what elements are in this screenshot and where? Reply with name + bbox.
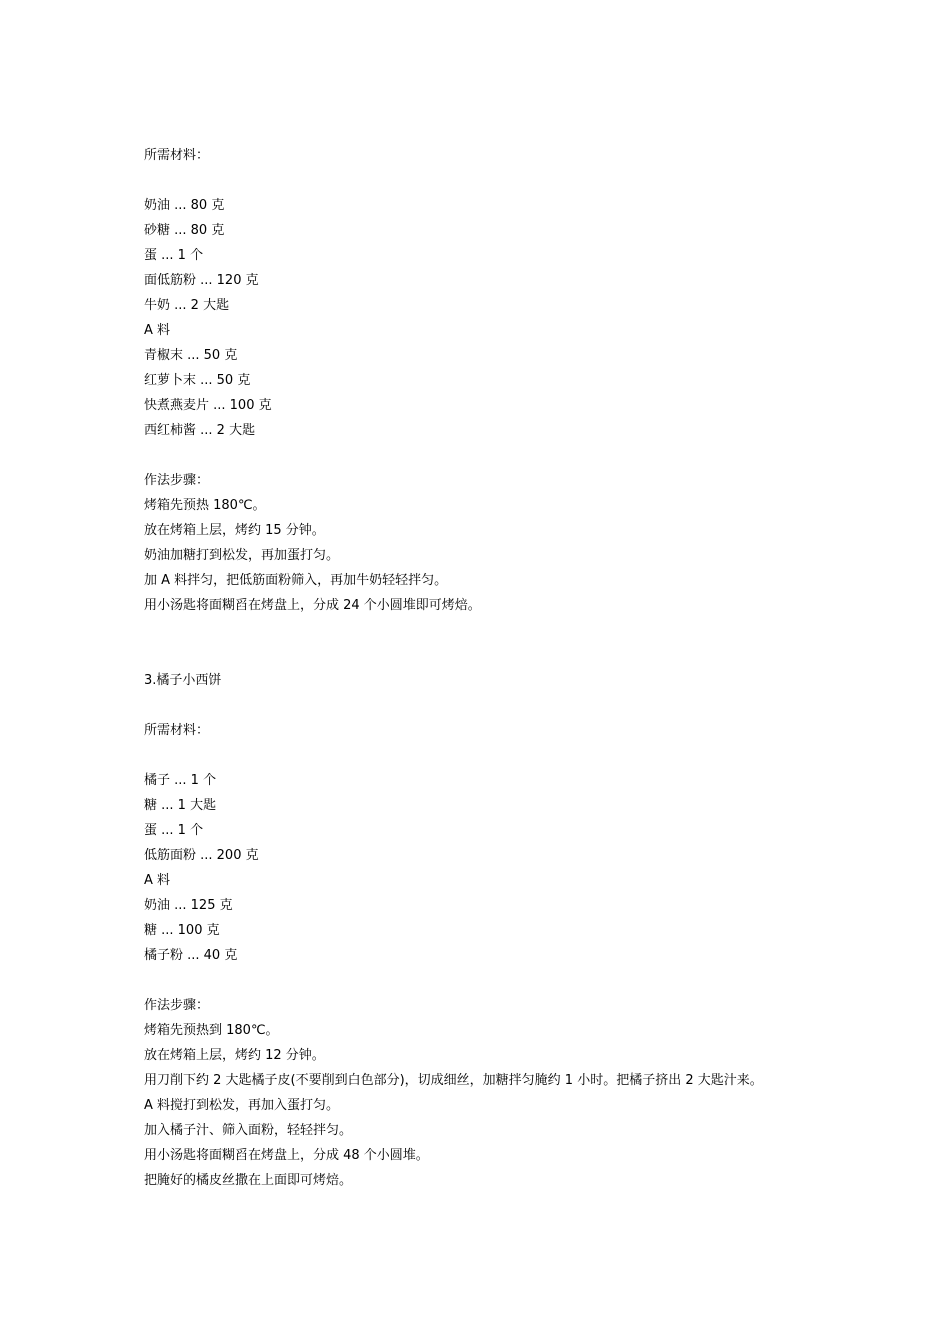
step-item: A 料搅打到松发，再加入蛋打匀。 xyxy=(144,1098,340,1113)
ingredient-item: 面低筋粉 ... 120 克 xyxy=(144,273,259,288)
step-item: 用小汤匙将面糊舀在烤盘上，分成 24 个小圆堆即可烤焙。 xyxy=(144,598,481,613)
blank-line xyxy=(144,693,864,718)
ingredient-item: 青椒末 ... 50 克 xyxy=(144,348,238,363)
ingredients-heading: 所需材料： xyxy=(144,148,210,163)
ingredient-item: 橘子 ... 1 个 xyxy=(144,773,217,788)
steps-heading: 作法步骤： xyxy=(144,473,210,488)
step-item: 把腌好的橘皮丝撒在上面即可烤焙。 xyxy=(144,1173,353,1188)
ingredient-item: 蛋 ... 1 个 xyxy=(144,248,204,263)
ingredient-item: 糖 ... 1 大匙 xyxy=(144,798,217,813)
blank-line xyxy=(144,618,864,668)
step-item: 加入橘子汁、筛入面粉，轻轻拌匀。 xyxy=(144,1123,353,1138)
ingredients-heading: 所需材料： xyxy=(144,723,210,738)
ingredient-item: 奶油 ... 125 克 xyxy=(144,898,233,913)
ingredient-item: 红萝卜末 ... 50 克 xyxy=(144,373,251,388)
step-item: 用刀削下约 2 大匙橘子皮(不要削到白色部分)，切成细丝，加糖拌匀腌约 1 小时。把橘子挤出 2 大匙汁来。 xyxy=(144,1073,763,1088)
step-item: 烤箱先预热 180℃。 xyxy=(144,498,266,513)
ingredient-group-label: A 料 xyxy=(144,323,171,338)
ingredient-item: 砂糖 ... 80 克 xyxy=(144,223,225,238)
step-item: 用小汤匙将面糊舀在烤盘上，分成 48 个小圆堆。 xyxy=(144,1148,429,1163)
ingredient-item: 橘子粉 ... 40 克 xyxy=(144,948,238,963)
ingredient-item: 蛋 ... 1 个 xyxy=(144,823,204,838)
document-page xyxy=(144,143,864,1193)
ingredient-item: 牛奶 ... 2 大匙 xyxy=(144,298,230,313)
step-item: 加 A 料拌匀，把低筋面粉筛入，再加牛奶轻轻拌匀。 xyxy=(144,573,448,588)
ingredient-item: 奶油 ... 80 克 xyxy=(144,198,225,213)
ingredient-group-label: A 料 xyxy=(144,873,171,888)
steps-heading: 作法步骤： xyxy=(144,998,210,1013)
ingredient-item: 糖 ... 100 克 xyxy=(144,923,220,938)
blank-line xyxy=(144,168,864,193)
blank-line xyxy=(144,443,864,468)
recipe-title: 3.橘子小西饼 xyxy=(144,673,222,688)
ingredient-item: 快煮燕麦片 ... 100 克 xyxy=(144,398,272,413)
blank-line xyxy=(144,968,864,993)
ingredient-item: 低筋面粉 ... 200 克 xyxy=(144,848,259,863)
ingredient-item: 西红柿酱 ... 2 大匙 xyxy=(144,423,256,438)
step-item: 奶油加糖打到松发，再加蛋打匀。 xyxy=(144,548,340,563)
step-item: 放在烤箱上层，烤约 12 分钟。 xyxy=(144,1048,325,1063)
step-item: 烤箱先预热到 180℃。 xyxy=(144,1023,279,1038)
step-item: 放在烤箱上层，烤约 15 分钟。 xyxy=(144,523,325,538)
blank-line xyxy=(144,743,864,768)
